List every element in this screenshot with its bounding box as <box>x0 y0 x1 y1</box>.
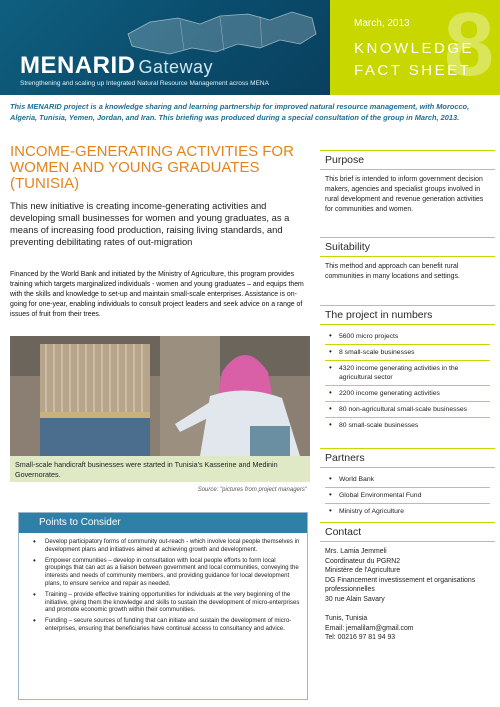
suitability-text: This method and approach can benefit rural communities in many locations and settings. <box>325 263 460 280</box>
weaving-photo <box>10 336 310 456</box>
header-logo-area <box>0 0 330 95</box>
list-item: • 80 small-scale businesses <box>325 418 490 433</box>
list-item: • Develop participatory forms of community out-reach - which involve local people themselves in development plans and initiatives aimed at achieving growth and development. <box>33 538 301 554</box>
section-heading: Partners <box>320 448 495 468</box>
menarid-logo: MENARID Gateway <box>20 52 214 79</box>
points-list <box>19 533 307 633</box>
fact-sheet-label-area <box>330 0 500 95</box>
article-subtitle: This new initiative is creating income-generating activities and developing small businesses for women and young graduates, as a means of increasing food production, raising living standards, and preventing debilitating rates of out-migration <box>10 200 290 247</box>
contact-department: DG Financement investissement et organisations professionnelles <box>325 576 476 594</box>
list-item: • Global Environmental Fund <box>325 488 490 504</box>
contact-phone: Tel: 00216 97 81 94 93 <box>325 634 396 642</box>
section-heading: Purpose <box>320 150 495 170</box>
doc-type-line1: KNOWLEDGE <box>354 40 475 57</box>
list-item: • Ministry of Agriculture <box>325 504 490 519</box>
section-heading: Contact <box>320 522 495 542</box>
contact-role: Coordinateur du PGRN2 <box>325 557 401 565</box>
issue-number: 8 <box>443 0 494 95</box>
purpose-section <box>320 150 495 215</box>
partners-section <box>320 448 495 519</box>
section-heading: The project in numbers <box>320 305 495 325</box>
points-to-consider-box <box>18 512 308 700</box>
list-item: • 5600 micro projects <box>325 329 490 345</box>
contact-ministry: Ministère de l'Agriculture <box>325 567 401 575</box>
section-heading: Suitability <box>320 237 495 257</box>
purpose-text: This brief is intended to inform government decision makers, agencies and specialist groups involved in rural development and revenue generation activities for communities and women. <box>325 176 484 213</box>
list-item: • 8 small-scale businesses <box>325 345 490 361</box>
photo-caption: Small-scale handicraft businesses were started in Tunisia's Kasserine and Medinin Governorates. <box>10 456 310 482</box>
article-body: Financed by the World Bank and initiated by the Ministry of Agriculture, this program provides training which targets marginalized individuals - women and young graduates – and equips them with the skills and knowledge to set-up and maintain small-scale enterprises. Assistance is on-going for one-year, enabling individuals to consult project leaders and seek advice on a range of issues of fruit from their trees. <box>10 271 304 318</box>
contact-email[interactable]: Email: jemalilam@gmail.com <box>325 624 414 632</box>
contact-section <box>320 522 495 643</box>
article-title: INCOME-GENERATING ACTIVITIES FOR WOMEN AND YOUNG GRADUATES (TUNISIA) <box>10 143 294 192</box>
header-banner <box>0 0 500 95</box>
list-item: • Training – provide effective training opportunities for individuals at the very beginning of the initiative, giving them the knowledge and skills to sustain the development of micro-enterprises and promote economic growth within their communities. <box>33 591 301 614</box>
partners-list <box>320 468 495 519</box>
contact-spacer <box>325 605 490 615</box>
contact-city: Tunis, Tunisia <box>325 615 368 623</box>
list-item: • 2200 income generating activities <box>325 386 490 402</box>
list-item: • Empower communities – develop in consultation with local people efforts to form local groupings that can act as a liaison between government and local communities, conveying the interests and needs of community members, and providing guidance for local development plans, to ensure service and repair as needed. <box>33 557 301 588</box>
list-item: • 4320 income generating activities in the agricultural sector <box>325 361 490 386</box>
list-item: • Funding – secure sources of funding that can initiate and sustain the development of micro-enterprises, ensuring that beneficiaries have continual access to consultancy and advice. <box>33 617 301 633</box>
intro-paragraph: This MENARID project is a knowledge sharing and learning partnership for improved natural resource management, with Morocco, Algeria, Tunisia, Yemen, Jordan, and Iran. This briefing was produced during a special consultation of the group in March, 2013. <box>10 102 470 122</box>
contact-name: Mrs. Lamia Jemmeli <box>325 548 387 555</box>
contact-details <box>320 542 495 643</box>
list-item: • 80 non-agricultural small-scale businesses <box>325 402 490 418</box>
numbers-list <box>320 325 495 433</box>
list-item: • World Bank <box>325 472 490 488</box>
logo-tagline: Strengthening and scaling up Integrated Natural Resource Management across MENA <box>20 80 269 87</box>
doc-type-line2: FACT SHEET <box>354 62 472 79</box>
suitability-section <box>320 237 495 282</box>
contact-street: 30 rue Alain Savary <box>325 595 385 603</box>
photo-source: Source: "pictures from project managers" <box>197 487 307 493</box>
numbers-section <box>320 305 495 433</box>
issue-date: March, 2013 <box>354 18 410 29</box>
points-heading: Points to Consider <box>19 513 307 533</box>
